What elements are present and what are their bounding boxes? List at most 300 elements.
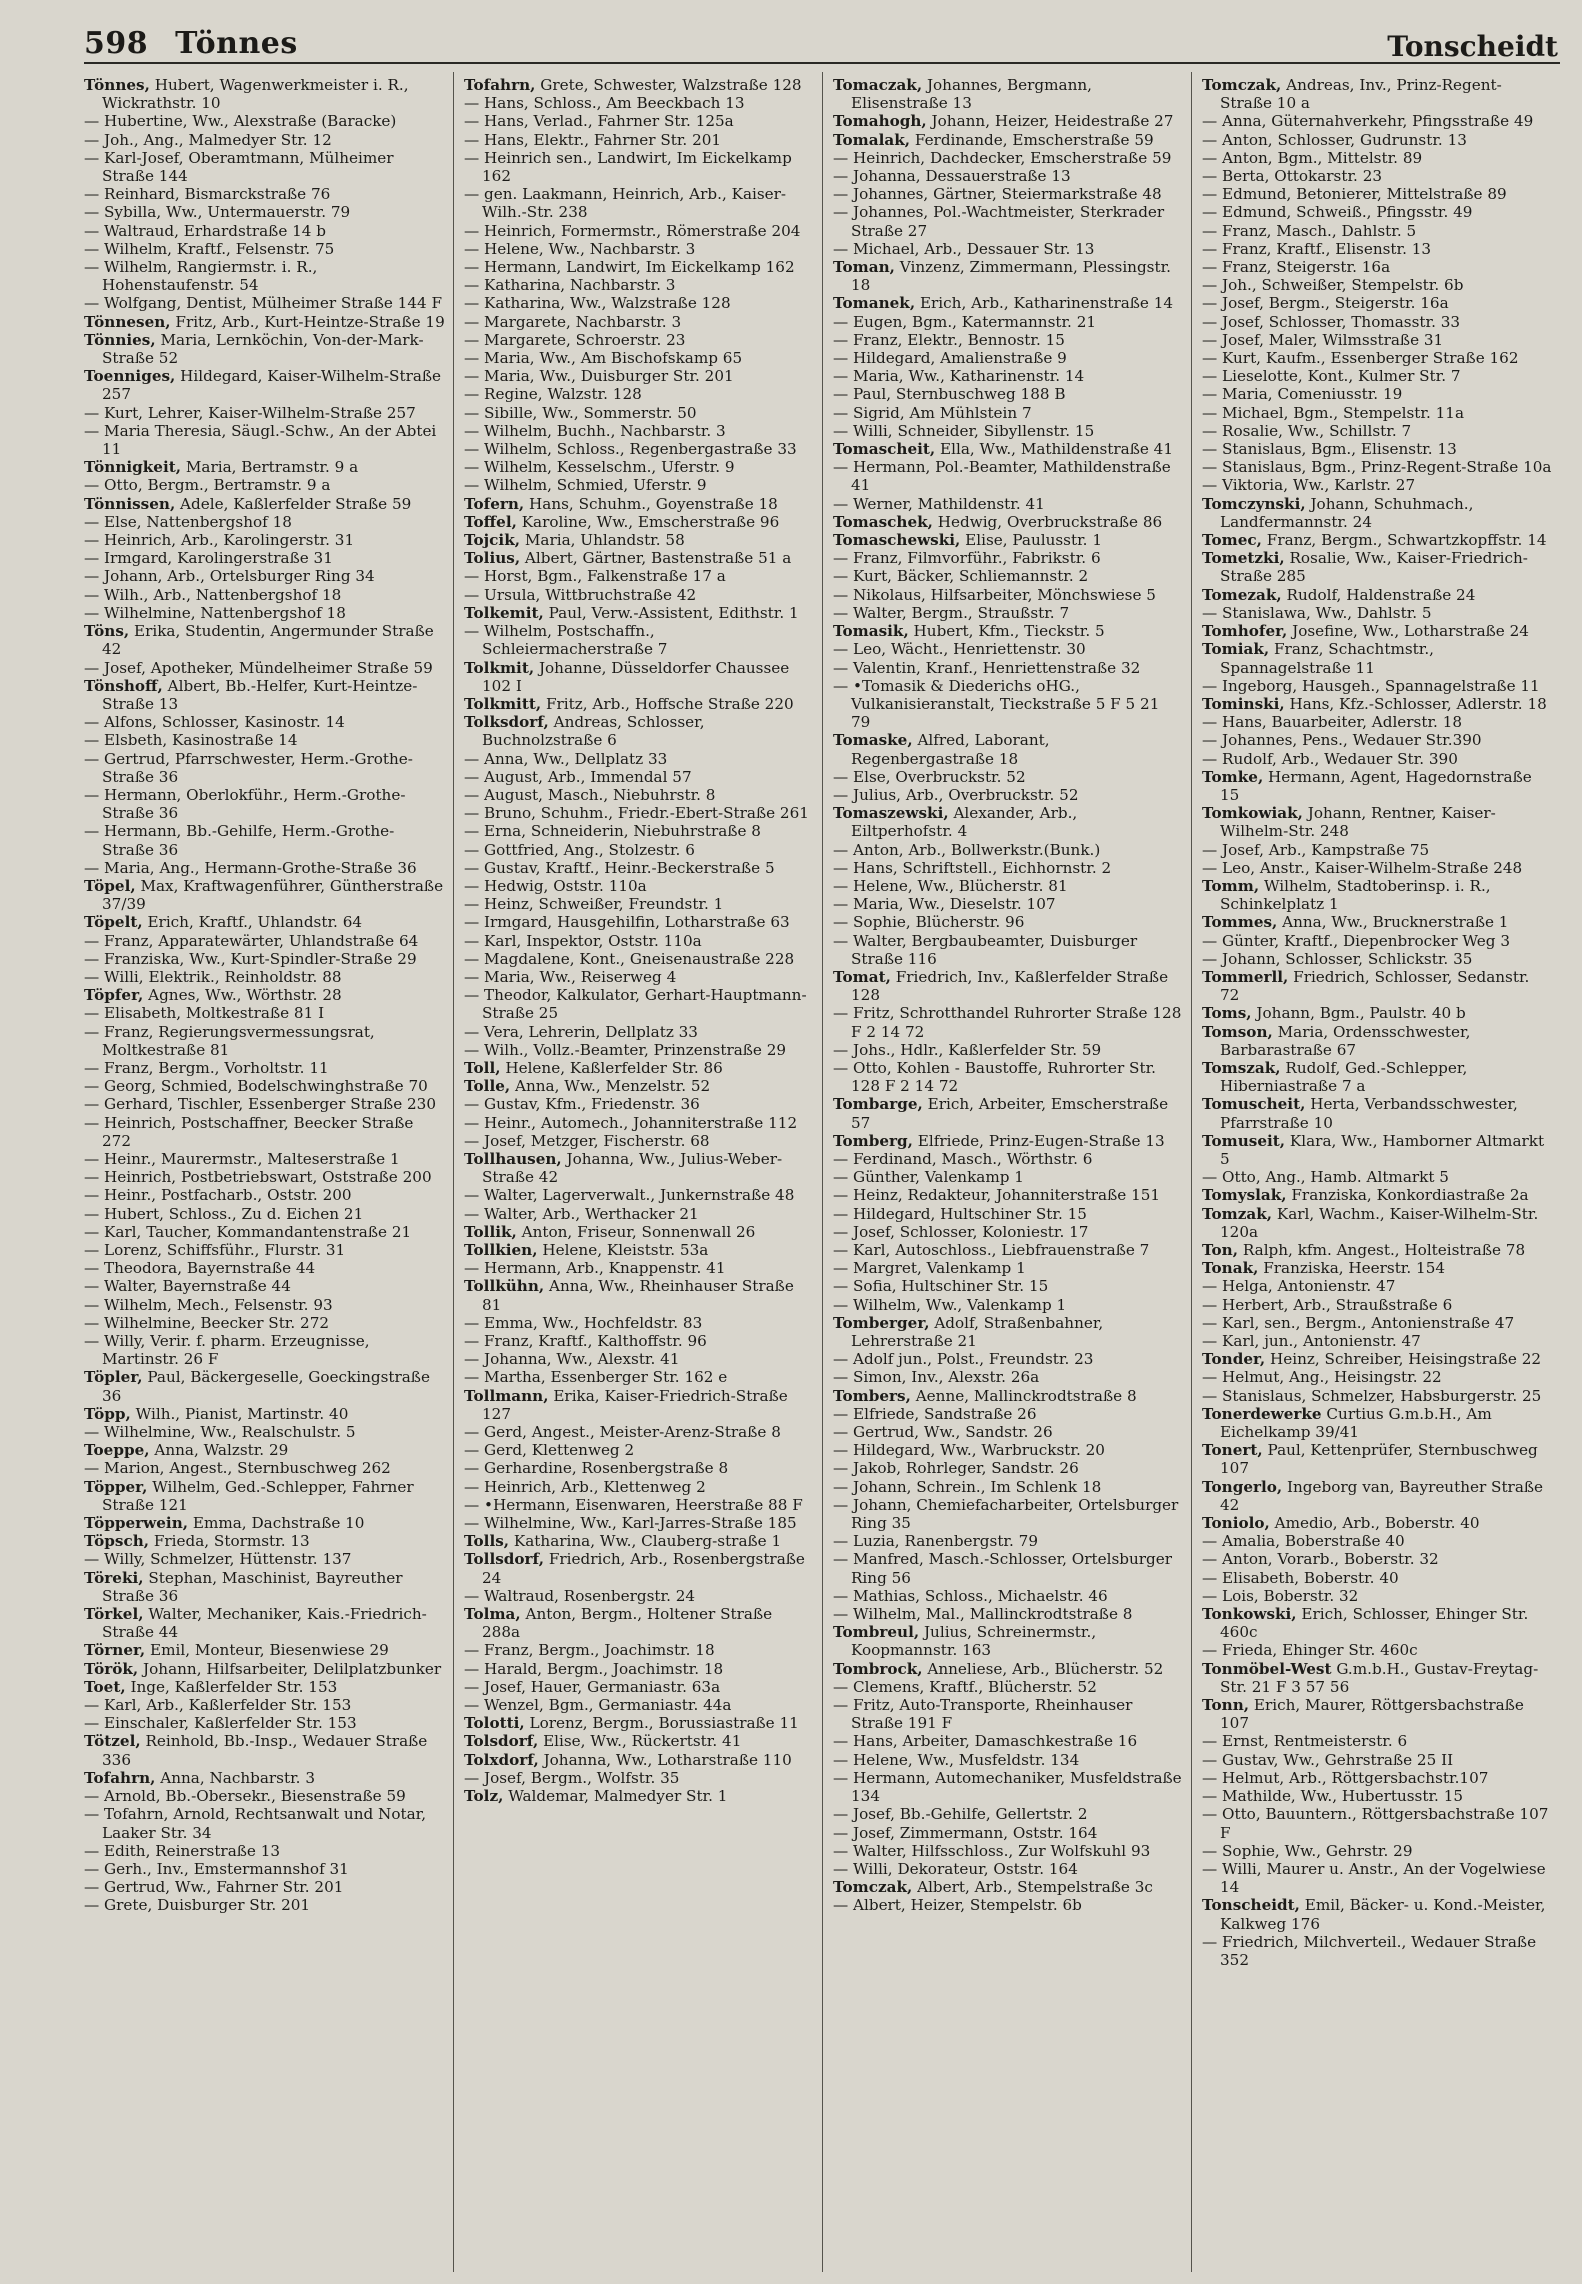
entry-details: Hans, Schuhm., Goyenstraße 18 [524, 494, 778, 513]
directory-entry [464, 1041, 814, 1059]
directory-entry [84, 622, 445, 658]
entry-details: Rudolf, Ged.-Schlepper, Hiberniastraße 7 a [1220, 1058, 1468, 1096]
entry-details: Franziska, Konkordiastraße 2a [1286, 1186, 1529, 1205]
directory-entry [464, 531, 814, 549]
directory-entry [1202, 1168, 1552, 1186]
directory-entry [84, 950, 445, 968]
directory-entry [84, 1714, 445, 1732]
directory-entry [464, 294, 814, 312]
entry-details: — Otto, Ang., Hamb. Altmarkt 5 [1202, 1168, 1449, 1187]
entry-details: — Wilhelmine, Nattenbergshof 18 [84, 603, 346, 622]
directory-entry [84, 1332, 445, 1368]
directory-entry [84, 1514, 445, 1532]
entry-details: Anna, Ww., Menzelstr. 52 [510, 1077, 711, 1096]
entry-details: Karoline, Ww., Emscherstraße 96 [516, 512, 780, 531]
entry-details: Inge, Kaßlerfelder Str. 153 [125, 1677, 338, 1696]
directory-entry [833, 1896, 1183, 1914]
entry-details: — Franz, Elektr., Bennostr. 15 [833, 330, 1065, 349]
directory-entry [833, 622, 1183, 640]
directory-entry [84, 968, 445, 986]
entry-details: Vinzenz, Zimmermann, Plessingstr. 18 [851, 258, 1171, 295]
entry-details: — Valentin, Kranf., Henriettenstraße 32 [833, 658, 1141, 677]
directory-entry [464, 1059, 814, 1077]
directory-entry [464, 1660, 814, 1678]
entry-details: — Hildegard, Amalienstraße 9 [833, 349, 1067, 368]
entry-details: — Elisabeth, Moltkestraße 81 I [84, 1004, 325, 1023]
entry-details: — Josef, Maler, Wilmsstraße 31 [1202, 330, 1444, 349]
directory-entry [1202, 1550, 1552, 1568]
directory-entry [84, 513, 445, 531]
entry-details: — Vera, Lehrerin, Dellplatz 33 [464, 1022, 698, 1041]
directory-entry [464, 768, 814, 786]
directory-entry [464, 1186, 814, 1204]
entry-details: — Katharina, Ww., Walzstraße 128 [464, 294, 731, 313]
directory-entry [833, 531, 1183, 549]
entry-details: — Maria Theresia, Säugl.-Schw., An der Abtei 11 [84, 421, 437, 459]
directory-entry [464, 1732, 814, 1750]
entry-surname: Tomat, [833, 967, 891, 986]
entry-details: — Otto, Kohlen - Baustoffe, Ruhrorter Str. 128 F 2 14 72 [833, 1058, 1156, 1096]
directory-entry [833, 567, 1183, 585]
directory-entry [464, 604, 814, 622]
directory-entry [464, 112, 814, 130]
directory-entry [464, 131, 814, 149]
entry-details: — Tofahrn, Arnold, Rechtsanwalt und Notar, Laaker Str. 34 [84, 1805, 427, 1842]
entry-details: Maria, Bertramstr. 9 a [181, 458, 359, 477]
entry-surname: Tolius, [464, 549, 521, 568]
entry-surname: Tomberg, [833, 1131, 913, 1150]
entry-surname: Töpel, [84, 876, 136, 895]
directory-entry [833, 149, 1183, 167]
entry-details: — Gertrud, Ww., Sandstr. 26 [833, 1423, 1053, 1442]
directory-entry [833, 1732, 1183, 1750]
entry-details: — Heinz, Schweißer, Freundstr. 1 [464, 895, 724, 914]
entry-details: — Willi, Schneider, Sibyllenstr. 15 [833, 421, 1095, 440]
entry-details: — Magdalene, Kont., Gneisenaustraße 228 [464, 949, 795, 968]
directory-entry [464, 185, 814, 221]
entry-details: — Josef, Schlosser, Thomasstr. 33 [1202, 312, 1461, 331]
entry-details: Ferdinande, Emscherstraße 59 [910, 130, 1154, 149]
directory-entry [464, 659, 814, 695]
directory-entry [1202, 1441, 1552, 1477]
directory-entry [84, 1405, 445, 1423]
directory-entry [84, 750, 445, 786]
entry-surname: Tomhofer, [1202, 622, 1288, 641]
entry-details: — Helene, Ww., Blücherstr. 81 [833, 876, 1068, 895]
entry-details: — Heinr., Maurermstr., Malteserstraße 1 [84, 1149, 400, 1168]
entry-surname: Tomaschek, [833, 512, 933, 531]
directory-entry [833, 1860, 1183, 1878]
entry-details: Elise, Ww., Rückertstr. 41 [538, 1732, 742, 1751]
entry-details: — Franz, Regierungsvermessungsrat, Moltkestraße 81 [84, 1022, 375, 1059]
entry-surname: Tönnesen, [84, 312, 171, 331]
entry-surname: Tofahrn, [464, 76, 536, 94]
entry-details: — Wilhelm, Mech., Felsenstr. 93 [84, 1295, 333, 1314]
entry-details: — Theodor, Kalkulator, Gerhart-Hauptmann-Straße 25 [464, 986, 807, 1023]
entry-details: — Adolf jun., Polst., Freundstr. 23 [833, 1350, 1094, 1369]
entry-details: Adele, Kaßlerfelder Straße 59 [175, 494, 412, 513]
entry-details: — Walter, Lagerverwalt., Junkernstraße 48 [464, 1186, 795, 1205]
directory-entry [84, 1441, 445, 1459]
entry-details: — Helene, Ww., Musfeldstr. 134 [833, 1750, 1080, 1769]
directory-entry [1202, 1696, 1552, 1732]
directory-entry [1202, 1660, 1552, 1696]
entry-details: — Hildegard, Ww., Warbruckstr. 20 [833, 1441, 1105, 1460]
entry-details: Heinz, Schreiber, Heisingstraße 22 [1265, 1350, 1542, 1369]
directory-entry [833, 1660, 1183, 1678]
entry-details: Waldemar, Malmedyer Str. 1 [503, 1787, 728, 1806]
directory-entry [1202, 149, 1552, 167]
entry-surname: Tomaschewski, [833, 531, 961, 550]
first-entry-word: Tönnes [175, 26, 298, 61]
entry-details: Alfred, Laborant, Regenbergastraße 18 [851, 731, 1050, 768]
entry-details: Johann, Bgm., Paulstr. 40 b [1251, 1004, 1466, 1023]
entry-details: Maria, Ordensschwester, Barbarastraße 67 [1220, 1022, 1471, 1059]
entry-surname: Toffel, [464, 512, 517, 531]
entry-details: — Hans, Elektr., Fahrner Str. 201 [464, 130, 722, 149]
directory-entry [1202, 76, 1552, 112]
entry-surname: Tombreul, [833, 1623, 920, 1642]
entry-details: — Margarete, Nachbarstr. 3 [464, 312, 682, 331]
entry-details: Elfriede, Prinz-Eugen-Straße 13 [912, 1131, 1165, 1150]
entry-details: — Karl, jun., Antonienstr. 47 [1202, 1332, 1421, 1351]
entry-details: — Paul, Sternbuschweg 188 B [833, 385, 1066, 404]
entry-details: — Helga, Antonienstr. 47 [1202, 1277, 1396, 1296]
entry-surname: Töreki, [84, 1568, 144, 1587]
entry-details: Andreas, Inv., Prinz-Regent-Straße 10 a [1220, 76, 1502, 113]
directory-entry [1202, 1277, 1552, 1295]
entry-details: — Fritz, Auto-Transporte, Rheinhauser Straße 191 F [833, 1696, 1133, 1733]
directory-entry [1202, 385, 1552, 403]
directory-entry [833, 440, 1183, 458]
entry-details: — Karl, sen., Bergm., Antonienstraße 47 [1202, 1313, 1515, 1332]
directory-entry [464, 1023, 814, 1041]
directory-entry [464, 476, 814, 494]
directory-entry [833, 877, 1183, 895]
entry-details: Anna, Ww., Brucknerstraße 1 [1277, 913, 1509, 932]
entry-details: — Frieda, Ehinger Str. 460c [1202, 1641, 1418, 1660]
directory-entry [1202, 1314, 1552, 1332]
entry-surname: Tombarge, [833, 1095, 923, 1114]
directory-entry [464, 1277, 814, 1313]
entry-details: — Herbert, Arb., Straußstraße 6 [1202, 1295, 1453, 1314]
entry-surname: Tomec, [1202, 531, 1262, 550]
entry-details: — Elsbeth, Kasinostraße 14 [84, 731, 298, 750]
directory-entry [464, 1368, 814, 1386]
directory-entry [464, 1314, 814, 1332]
directory-entry [464, 1150, 814, 1186]
entry-surname: Török, [84, 1659, 139, 1678]
entry-details: — Joh., Ang., Malmedyer Str. 12 [84, 130, 332, 149]
entry-details: — Hans, Schriftstell., Eichhornstr. 2 [833, 858, 1112, 877]
entry-details: — Maria, Ww., Reiserweg 4 [464, 967, 677, 986]
directory-entry [84, 476, 445, 494]
directory-entry [84, 258, 445, 294]
entry-details: — Albert, Heizer, Stempelstr. 6b [833, 1896, 1082, 1915]
directory-entry [833, 731, 1183, 767]
directory-entry [833, 1496, 1183, 1532]
entry-details: — Else, Overbruckstr. 52 [833, 767, 1026, 786]
directory-entry [464, 913, 814, 931]
directory-entry [833, 786, 1183, 804]
directory-entry [1202, 604, 1552, 622]
directory-entry [84, 203, 445, 221]
entry-surname: Tonkowski, [1202, 1605, 1297, 1624]
entry-details: — Theodora, Bayernstraße 44 [84, 1259, 316, 1278]
entry-surname: Tolz, [464, 1787, 504, 1806]
entry-details: Erich, Kraftf., Uhlandstr. 64 [142, 913, 363, 932]
directory-entry [833, 1605, 1183, 1623]
entry-details: — Reinhard, Bismarckstraße 76 [84, 185, 331, 204]
directory-entry [1202, 1842, 1552, 1860]
entry-details: — Friedrich, Milchverteil., Wedauer Straße 352 [1202, 1932, 1537, 1969]
directory-entry [833, 932, 1183, 968]
directory-entry [464, 1332, 814, 1350]
directory-entry [84, 1478, 445, 1514]
directory-entry [464, 713, 814, 749]
directory-entry [464, 895, 814, 913]
entry-details: — Josef, Apotheker, Mündelheimer Straße 59 [84, 658, 433, 677]
directory-entry [1202, 1860, 1552, 1896]
entry-surname: Tomm, [1202, 876, 1260, 895]
directory-entry [464, 1241, 814, 1259]
entry-surname: Tolotti, [464, 1714, 525, 1733]
entry-details: — Hermann, Arb., Knappenstr. 41 [464, 1259, 726, 1278]
entry-details: — Rosalie, Ww., Schillstr. 7 [1202, 421, 1412, 440]
directory-entry [833, 549, 1183, 567]
entry-details: G.m.b.H., Gustav-Freytag-Str. 21 F 3 57 56 [1220, 1659, 1539, 1696]
entry-details: Fritz, Arb., Kurt-Heintze-Straße 19 [170, 312, 445, 331]
entry-details: Johanne, Düsseldorfer Chaussee 102 I [482, 658, 790, 695]
entry-details: — Maria, Ww., Dieselstr. 107 [833, 895, 1056, 914]
entry-details: Albert, Gärtner, Bastenstraße 51 a [520, 549, 792, 568]
directory-entry [1202, 695, 1552, 713]
entry-surname: Tomszak, [1202, 1058, 1281, 1077]
entry-details: Erika, Kaiser-Friedrich-Straße 127 [482, 1386, 788, 1423]
directory-entry [84, 1842, 445, 1860]
directory-entry [464, 841, 814, 859]
entry-details: Johanna, Ww., Lotharstraße 110 [538, 1750, 792, 1769]
entry-details: Hubert, Kfm., Tieckstr. 5 [908, 622, 1105, 641]
entry-details: Max, Kraftwagenführer, Güntherstraße 37/39 [102, 876, 444, 914]
directory-entry [464, 222, 814, 240]
entry-surname: Töpperwein, [84, 1514, 189, 1533]
entry-details: — Rudolf, Arb., Wedauer Str. 390 [1202, 749, 1458, 768]
directory-entry [1202, 1387, 1552, 1405]
entry-details: Paul, Bäckergeselle, Goeckingstraße 36 [102, 1368, 430, 1405]
entry-details: Anton, Bergm., Holtener Straße 288a [482, 1605, 773, 1642]
entry-details: Johann, Rentner, Kaiser-Wilhelm-Str. 248 [1220, 804, 1496, 841]
entry-details: Albert, Bb.-Helfer, Kurt-Heintze-Straße 13 [102, 676, 418, 713]
entry-details: Frieda, Stormstr. 13 [149, 1532, 310, 1551]
directory-entry [833, 859, 1183, 877]
directory-entry [1202, 440, 1552, 458]
entry-details: Erika, Studentin, Angermunder Straße 42 [102, 622, 434, 659]
directory-entry [833, 895, 1183, 913]
entry-details: — Helmut, Ang., Heisingstr. 22 [1202, 1368, 1442, 1387]
directory-entry [84, 1095, 445, 1113]
entry-surname: Tonmöbel-West [1202, 1659, 1332, 1678]
directory-entry [1202, 495, 1552, 531]
entry-details: — Otto, Bergm., Bertramstr. 9 a [84, 476, 331, 495]
entry-details: — Wilh., Arb., Nattenbergshof 18 [84, 585, 342, 604]
entry-details: — Stanislaus, Schmelzer, Habsburgerstr. 25 [1202, 1386, 1542, 1405]
directory-entry [84, 913, 445, 931]
directory-entry [464, 422, 814, 440]
entry-details: — Josef, Schlosser, Koloniestr. 17 [833, 1222, 1089, 1241]
entry-surname: Töpfer, [84, 986, 144, 1005]
entry-details: Friedrich, Arb., Rosenbergstraße 24 [482, 1550, 805, 1587]
entry-details: — Michael, Arb., Dessauer Str. 13 [833, 239, 1095, 258]
entry-details: — Günter, Kraftf., Diepenbrocker Weg 3 [1202, 931, 1510, 950]
entry-details: Ralph, kfm. Angest., Holteistraße 78 [1238, 1241, 1526, 1259]
directory-entry [464, 331, 814, 349]
directory-entry [84, 1168, 445, 1186]
directory-entry [1202, 841, 1552, 859]
directory-entry [833, 1678, 1183, 1696]
entry-details: — Hans, Bauarbeiter, Adlerstr. 18 [1202, 713, 1463, 732]
entry-surname: Törkel, [84, 1605, 144, 1624]
entry-surname: Tomzak, [1202, 1204, 1273, 1223]
entry-details: Anna, Nachbarstr. 3 [155, 1768, 315, 1787]
column-1 [84, 72, 453, 2272]
entry-surname: Tomezak, [1202, 585, 1282, 604]
directory-entry [833, 841, 1183, 859]
directory-entry [1202, 1205, 1552, 1241]
entry-surname: Tojcik, [464, 531, 521, 550]
entry-details: — Amalia, Boberstraße 40 [1202, 1532, 1405, 1551]
directory-entry [464, 513, 814, 531]
entry-details: — Karl-Josef, Oberamtmann, Mülheimer Straße 144 [84, 148, 394, 186]
entry-details: — Fritz, Schrotthandel Ruhrorter Straße 128 F 2 14 72 [833, 1004, 1182, 1041]
directory-entry [833, 458, 1183, 494]
directory-entry [464, 804, 814, 822]
directory-entry [1202, 1332, 1552, 1350]
directory-entry [84, 1023, 445, 1059]
directory-entry [1202, 1368, 1552, 1386]
entry-details: — Heinrich sen., Landwirt, Im Eickelkamp 162 [464, 148, 792, 186]
directory-entry [1202, 968, 1552, 1004]
directory-entry [833, 349, 1183, 367]
entry-details: — Lieselotte, Kont., Kulmer Str. 7 [1202, 367, 1461, 386]
directory-entry [84, 822, 445, 858]
entry-surname: Tönnes, [84, 76, 150, 94]
directory-entry [833, 968, 1183, 1004]
directory-entry [84, 731, 445, 749]
directory-entry [464, 622, 814, 658]
directory-entry [464, 1514, 814, 1532]
entry-surname: Tomaczak, [833, 76, 923, 94]
directory-entry [833, 513, 1183, 531]
entry-details: — Johann, Schrein., Im Schlenk 18 [833, 1477, 1102, 1496]
directory-entry [84, 1277, 445, 1295]
directory-entry [833, 167, 1183, 185]
directory-entry [464, 1259, 814, 1277]
entry-details: — Franz, Filmvorführ., Fabrikstr. 6 [833, 549, 1101, 568]
directory-entry [833, 1259, 1183, 1277]
entry-surname: Tometzki, [1202, 549, 1285, 568]
directory-entry [833, 1769, 1183, 1805]
entry-details: — Maria, Ang., Hermann-Grothe-Straße 36 [84, 858, 417, 877]
directory-entry [1202, 1751, 1552, 1769]
directory-entry [1202, 877, 1552, 913]
entry-details: — Gustav, Ww., Gehrstraße 25 II [1202, 1750, 1454, 1769]
entry-surname: Tomasik, [833, 622, 909, 641]
directory-entry [1202, 1532, 1552, 1550]
entry-details: — Luzia, Ranenbergstr. 79 [833, 1532, 1039, 1551]
directory-entry [464, 1605, 814, 1641]
entry-surname: Tolma, [464, 1605, 521, 1624]
entry-details: — Maria, Ww., Duisburger Str. 201 [464, 367, 734, 386]
directory-entry [84, 1423, 445, 1441]
directory-entry [833, 203, 1183, 239]
directory-entry [1202, 367, 1552, 385]
entry-details: — Gerhardine, Rosenbergstraße 8 [464, 1459, 729, 1478]
entry-details: Elise, Paulusstr. 1 [960, 531, 1102, 550]
entry-surname: Ton, [1202, 1241, 1239, 1259]
entry-details: — Johannes, Gärtner, Steiermarkstraße 48 [833, 185, 1162, 204]
directory-entry [833, 1842, 1183, 1860]
entry-details: — Wenzel, Bgm., Germaniastr. 44a [464, 1696, 732, 1715]
entry-details: Helene, Kleiststr. 53a [537, 1241, 709, 1259]
entry-details: — Ernst, Rentmeisterstr. 6 [1202, 1732, 1408, 1751]
entry-details: Amedio, Arb., Boberstr. 40 [1269, 1514, 1480, 1533]
entry-details: — Walter, Bayernstraße 44 [84, 1277, 291, 1296]
directory-entry [464, 695, 814, 713]
directory-entry [84, 112, 445, 130]
entry-details: — Berta, Ottokarstr. 23 [1202, 167, 1383, 186]
directory-entry [84, 1077, 445, 1095]
directory-entry [1202, 640, 1552, 676]
entry-surname: Tollsdorf, [464, 1550, 545, 1569]
entry-details: — Wilhelm, Schloss., Regenbergastraße 33 [464, 440, 797, 459]
entry-details: Franz, Bergm., Schwartzkopffstr. 14 [1261, 531, 1547, 550]
directory-entry [1202, 1769, 1552, 1787]
directory-entry [464, 1751, 814, 1769]
entry-surname: Tofern, [464, 494, 525, 513]
directory-entry [84, 1787, 445, 1805]
directory-entry [84, 877, 445, 913]
directory-entry [84, 859, 445, 877]
entry-surname: Tolkemit, [464, 603, 544, 622]
directory-entry [833, 640, 1183, 658]
directory-entry [464, 1532, 814, 1550]
directory-entry [833, 913, 1183, 931]
directory-entry [84, 1896, 445, 1914]
directory-entry [464, 385, 814, 403]
entry-details: — Mathias, Schloss., Michaelstr. 46 [833, 1586, 1108, 1605]
directory-entry [464, 986, 814, 1022]
entry-details: Wilh., Pianist, Martinstr. 40 [130, 1404, 349, 1423]
directory-entry [464, 1496, 814, 1514]
entry-details: — Helmut, Arb., Röttgersbachstr.107 [1202, 1768, 1489, 1787]
directory-entry [833, 804, 1183, 840]
entry-details: — Wilh., Vollz.-Beamter, Prinzenstraße 29 [464, 1040, 787, 1059]
entry-details: — Einschaler, Kaßlerfelder Str. 153 [84, 1714, 357, 1733]
entry-details: — Franz, Bergm., Vorholtstr. 11 [84, 1058, 329, 1077]
entry-details: — Ferdinand, Masch., Wörthstr. 6 [833, 1149, 1093, 1168]
entry-details: — Anton, Bgm., Mittelstr. 89 [1202, 148, 1423, 167]
directory-entry [464, 1550, 814, 1586]
entry-surname: Tolls, [464, 1532, 510, 1551]
directory-entry [464, 276, 814, 294]
entry-details: — Clemens, Kraftf., Blücherstr. 52 [833, 1677, 1097, 1696]
entry-details: — Josef, Bergm., Steigerstr. 16a [1202, 294, 1449, 313]
entry-details: — Kurt, Kaufm., Essenberger Straße 162 [1202, 349, 1519, 368]
directory-entry [84, 1259, 445, 1277]
directory-entry [833, 1824, 1183, 1842]
directory-entry [1202, 240, 1552, 258]
